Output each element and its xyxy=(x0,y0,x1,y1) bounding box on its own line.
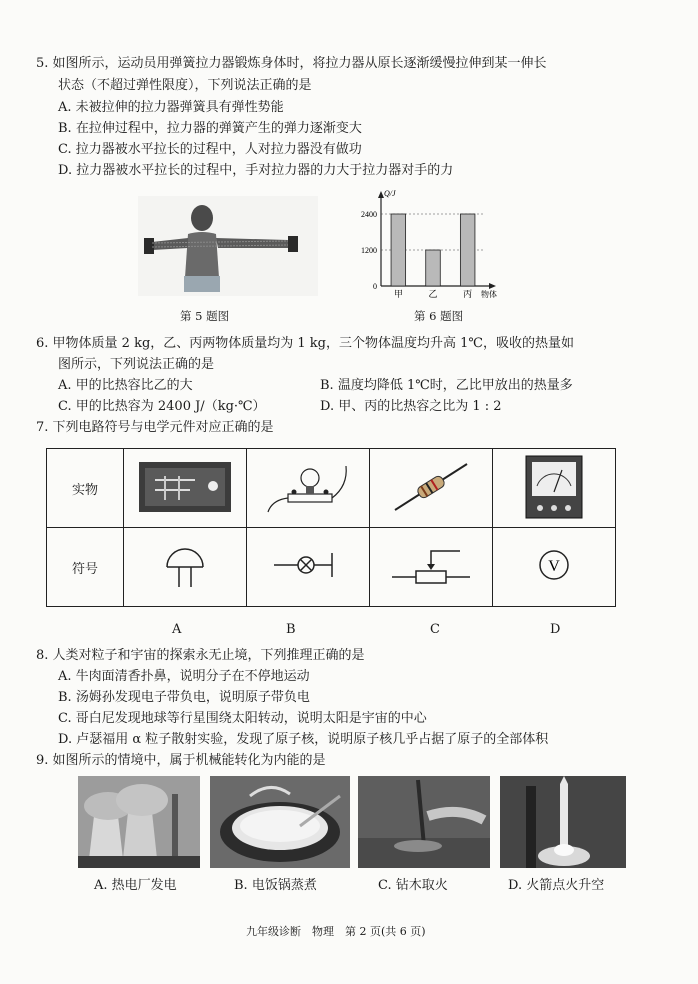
q8-option-d: D. 卢瑟福用 α 粒子散射实验，发现了原子核，说明原子核几乎占据了原子的全部体积 xyxy=(58,732,549,747)
chart-bar xyxy=(391,214,406,286)
chart-bar xyxy=(460,214,475,286)
object-bulb xyxy=(247,449,370,528)
rice-cooker-image-icon xyxy=(210,776,350,868)
q7-col-label-b: B xyxy=(286,622,296,637)
power-plant-image-icon xyxy=(78,776,200,868)
q6-option-c: C. 甲的比热容为 2400 J/（kg·℃） xyxy=(58,399,266,414)
bulb-holder-icon xyxy=(258,456,358,516)
q5-stem-line2: 状态（不超过弹性限度），下列说法正确的是 xyxy=(58,78,312,93)
q7-component-table xyxy=(46,448,616,607)
q9-option-c: C. 钻木取火 xyxy=(378,878,448,893)
switch-board-photo-icon xyxy=(135,456,235,516)
chart-y-tick-label: 1200 xyxy=(361,246,377,255)
chart-y-tick-label: 0 xyxy=(373,282,377,291)
q5-option-d: D. 拉力器被水平拉长的过程中，手对拉力器的力大于拉力器对手的力 xyxy=(58,163,454,178)
athlete-figure xyxy=(138,196,318,296)
q6-option-d: D. 甲、丙的比热容之比为 1 : 2 xyxy=(320,399,502,414)
q6-stem-line1: 6. 甲物体质量 2 kg，乙、丙两物体质量均为 1 kg，三个物体温度均升高 1℃，吸收的热量如 xyxy=(36,336,574,351)
voltmeter-symbol-icon xyxy=(524,537,584,593)
rocket-launch-image-icon xyxy=(500,776,626,868)
page-footer: 九年级诊断 物理 第 2 页(共 6 页) xyxy=(246,925,426,938)
chart-x-tick-label: 丙 xyxy=(463,289,473,299)
object-switch-board xyxy=(124,449,247,528)
q8-option-b: B. 汤姆孙发现电子带负电，说明原子带负电 xyxy=(58,690,310,705)
q7-col-label-a: A xyxy=(172,622,182,637)
q6-figure-caption: 第 6 题图 xyxy=(414,309,464,323)
symbol-b xyxy=(247,528,370,607)
q5-figure-caption: 第 5 题图 xyxy=(180,309,230,323)
drill-fire-image-icon xyxy=(358,776,490,868)
q9-option-b: B. 电饭锅蒸煮 xyxy=(234,878,317,893)
table-row-symbols xyxy=(47,528,616,607)
q6-stem-line2: 图所示，下列说法正确的是 xyxy=(58,357,215,372)
photo-drill-fire xyxy=(358,776,490,868)
q7-stem: 7. 下列电路符号与电学元件对应正确的是 xyxy=(36,420,274,435)
q9-option-a: A. 热电厂发电 xyxy=(94,878,177,893)
chart-x-tick-label: 甲 xyxy=(393,289,403,299)
q5-option-c: C. 拉力器被水平拉长的过程中，人对拉力器没有做功 xyxy=(58,142,362,157)
q8-option-c: C. 哥白尼发现地球等行星围绕太阳转动，说明太阳是宇宙的中心 xyxy=(58,711,427,726)
q8-stem: 8. 人类对粒子和宇宙的探索永无止境，下列推理正确的是 xyxy=(36,648,365,663)
chart-y-tick-label: 2400 xyxy=(361,210,377,219)
q7-col-label-d: D xyxy=(550,622,561,637)
object-meter xyxy=(493,449,616,528)
resistor-photo-icon xyxy=(381,456,481,516)
symbol-a xyxy=(124,528,247,607)
q5-option-b: B. 在拉伸过程中，拉力器的弹簧产生的弹力逐渐变大 xyxy=(58,121,362,136)
q5-option-a: A. 未被拉伸的拉力器弹簧具有弹性势能 xyxy=(58,100,284,115)
arch-symbol-icon xyxy=(155,537,215,593)
symbol-c xyxy=(370,528,493,607)
q9-option-d: D. 火箭点火升空 xyxy=(508,878,605,893)
object-resistor xyxy=(370,449,493,528)
lamp-symbol-icon xyxy=(268,537,348,593)
chart-x-axis-arrow xyxy=(489,283,496,289)
photo-rocket-launch xyxy=(500,776,626,868)
chart-x-axis-label: 物体 xyxy=(481,290,497,299)
q9-stem: 9. 如图所示的情境中，属于机械能转化为内能的是 xyxy=(36,753,326,768)
q5-stem-line1: 5. 如图所示，运动员用弹簧拉力器锻炼身体时，将拉力器从原长逐渐缓慢拉伸到某一伸长 xyxy=(36,56,547,71)
q6-option-a: A. 甲的比热容比乙的大 xyxy=(58,378,193,393)
photo-power-plant xyxy=(78,776,200,868)
table-row-objects xyxy=(47,449,616,528)
row-label-symbols: 符号 xyxy=(47,528,124,607)
chart-y-axis-label: Q/J xyxy=(384,189,396,198)
q8-option-a: A. 牛肉面清香扑鼻，说明分子在不停地运动 xyxy=(58,669,310,684)
row-label-objects: 实物 xyxy=(47,449,124,528)
q7-col-label-c: C xyxy=(430,622,440,637)
q6-option-b: B. 温度均降低 1℃时，乙比甲放出的热量多 xyxy=(320,378,573,393)
chart-x-tick-label: 乙 xyxy=(428,289,438,299)
q6-bar-chart xyxy=(345,188,515,308)
rheostat-symbol-icon xyxy=(386,537,476,593)
symbol-d xyxy=(493,528,616,607)
chart-bar xyxy=(426,250,441,286)
meter-photo-icon xyxy=(504,450,604,522)
photo-rice-cooker xyxy=(210,776,350,868)
voltmeter-letter: V xyxy=(548,558,560,575)
